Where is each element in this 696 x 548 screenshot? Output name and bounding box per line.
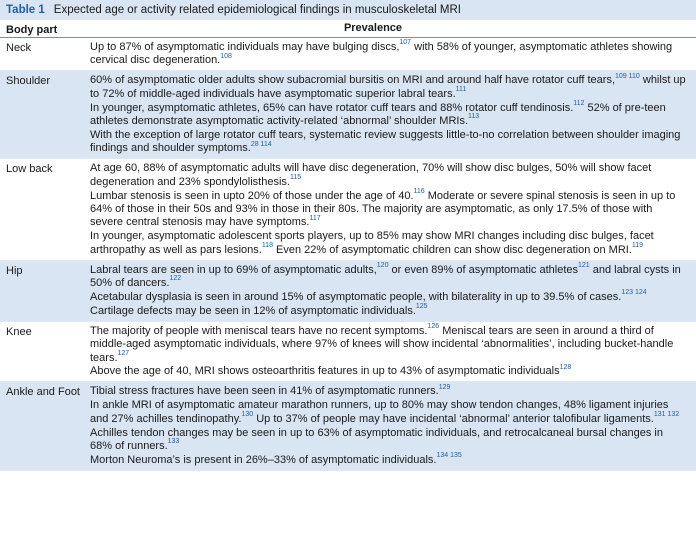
prevalence-paragraph [90,305,688,318]
table-row [0,322,696,383]
row-prevalence [90,159,696,259]
prevalence-paragraph [90,291,688,304]
prevalence-text: Up to 37% of people may have incidental ‘abnormal’ anterior talofibular ligaments. [253,412,654,425]
row-body-part: Shoulder [6,75,51,88]
prevalence-text: With the exception of large rotator cuff tears, systematic review suggests little-to-no correlation between shoulder imaging findings and shoulder symptoms. [90,128,681,155]
citation-link[interactable]: 121 [578,261,590,269]
citation-link[interactable]: 107 [399,39,412,47]
table-row [0,71,696,159]
row-body-part: Neck [6,42,32,54]
prevalence-paragraph [90,365,688,378]
citation-link[interactable]: 117 [309,214,321,222]
citation-link[interactable]: 115 [289,174,302,181]
header-prevalence: Prevalence [343,22,403,35]
citation-link[interactable]: 130 [241,411,254,418]
prevalence-text: Above the age of 40, MRI shows osteoarthritis features in up to 43% of asymptomatic individuals [90,365,560,378]
row-prevalence [90,38,696,70]
prevalence-text: Labral tears are seen in up to 69% of asymptomatic adults, [90,263,377,276]
citation-link[interactable]: 120 [376,261,389,269]
citation-link[interactable]: 112 [573,99,585,107]
prevalence-paragraph [90,99,688,129]
prevalence-text: At age 60, 88% of asymptomatic adults will have disc degeneration, 70% will show disc bulges, 50% will show facet degeneration and 23% spondylolisthesis. [90,162,652,188]
citation-link[interactable]: 129 [438,383,451,391]
citation-link[interactable]: 123 124 [621,289,647,297]
prevalence-paragraph [90,162,688,189]
table-label: Table 1 [6,4,45,16]
citation-link[interactable]: 122 [169,275,182,283]
prevalence-text: Meniscal tears are seen in around a third of middle-aged asymptomatic individuals, where 97% of knees will show incidental ‘abnormalities’, including bucket-handle tears. [90,324,674,364]
prevalence-text: with 58% of younger, asymptomatic athletes showing cervical disc degeneration. [90,41,673,67]
citation-link[interactable]: 125 [415,303,428,311]
citation-link[interactable]: 118 [261,242,273,250]
citation-link[interactable]: 111 [455,86,467,94]
header-body-part: Body part [6,24,58,36]
prevalence-text: In younger, asymptomatic adolescent sports players, up to 85% may show MRI changes including disc bulges, facet arthropathy as well as pars lesions. [90,230,654,256]
citation-link[interactable]: 133 [167,438,180,446]
prevalence-paragraph [90,261,688,291]
row-prevalence [90,322,696,382]
citation-link[interactable]: 119 [631,242,644,250]
prevalence-text: In ankle MRI of asymptomatic amateur marathon runners, up to 80% may show tendon changes, 48% ligament injuries and 27% achilles tendinopathy. [90,399,669,425]
prevalence-paragraph [90,399,688,426]
prevalence-text: or even 89% of asymptomatic athletes [388,263,579,276]
prevalence-text: 60% of asymptomatic older adults show subacromial bursitis on MRI and around half have rotator cuff tears, [90,74,616,87]
prevalence-text: Up to 87% of asymptomatic individuals may have bulging discs, [90,41,400,53]
prevalence-paragraph [90,230,688,257]
prevalence-text: Acetabular dysplasia is seen in around 15% of asymptomatic people, with bilaterality in up to 39.5% of cases. [90,290,622,303]
table-row [0,38,696,71]
row-body-part: Hip [6,264,23,277]
prevalence-text: Tibial stress fractures have been seen in 41% of asymptomatic runners. [90,385,439,398]
citation-link[interactable]: 28 114 [250,140,272,148]
prevalence-paragraph [90,129,688,156]
row-body-part: Low back [6,163,53,176]
prevalence-text: In younger, asymptomatic athletes, 65% can have rotator cuff tears and 88% rotator cuff tendinosis. [90,101,574,114]
prevalence-text: Even 22% of asymptomatic children can show disc degeneration on MRI. [272,243,632,256]
prevalence-paragraph [90,385,688,398]
prevalence-paragraph [90,187,688,230]
citation-link[interactable]: 131 132 [653,411,680,418]
table-body [0,38,696,471]
prevalence-text: Achilles tendon changes may be seen in up to 63% of asymptomatic individuals, and retrocalcaneal bursal changes in 68% of runners. [90,426,663,452]
row-prevalence [90,382,696,469]
prevalence-text: whilst up to 72% of middle-aged individuals have asymptomatic superior labral tears. [90,74,686,100]
row-body-part: Knee [6,325,32,338]
table-header-row [0,20,696,38]
citation-link[interactable]: 108 [220,52,232,60]
prevalence-text: The majority of people with meniscal tears have no recent symptoms. [90,324,428,337]
prevalence-text: Cartilage defects may be seen in 12% of asymptomatic individuals. [90,304,416,317]
table-caption [0,0,696,20]
prevalence-text: Lumbar stenosis is seen in upto 20% of those under the age of 40. [90,189,414,202]
citation-link[interactable]: 113 [468,113,480,121]
citation-link[interactable]: 126 [427,323,440,331]
row-body-part: Ankle and Foot [6,386,80,399]
prevalence-paragraph [90,41,688,68]
citation-link[interactable]: 116 [413,187,425,195]
table-row [0,382,696,470]
prevalence-paragraph [90,325,688,365]
prevalence-paragraph [90,74,688,101]
row-prevalence [90,71,696,158]
prevalence-paragraph [90,427,688,454]
table-title: Expected age or activity related epidemiological findings in musculoskeletal MRI [53,4,461,16]
prevalence-text: 52% of pre-teen athletes demonstrate asymptomatic activity-related ‘abnormal’ shoulder MRIs. [90,101,666,128]
citation-link[interactable]: 127 [117,349,130,357]
prevalence-text: and labral cysts in 50% of dancers. [90,263,681,289]
table-row [0,159,696,260]
prevalence-text: Morton Neuroma’s is present in 26%–33% of asymptomatic individuals. [90,453,437,466]
table-row [0,261,696,322]
citation-link[interactable]: 128 [559,363,572,371]
prevalence-text: Moderate or severe spinal stenosis is seen in up to 64% of those in their 50s and 93% in those in their 80s. The majority are asymptomatic, as only 17.5% of those with severe central stenosis may have symptoms. [90,189,676,229]
citation-link[interactable]: 134 135 [436,452,462,460]
row-prevalence [90,261,696,321]
prevalence-paragraph [90,454,688,467]
citation-link[interactable]: 109 110 [615,72,640,80]
